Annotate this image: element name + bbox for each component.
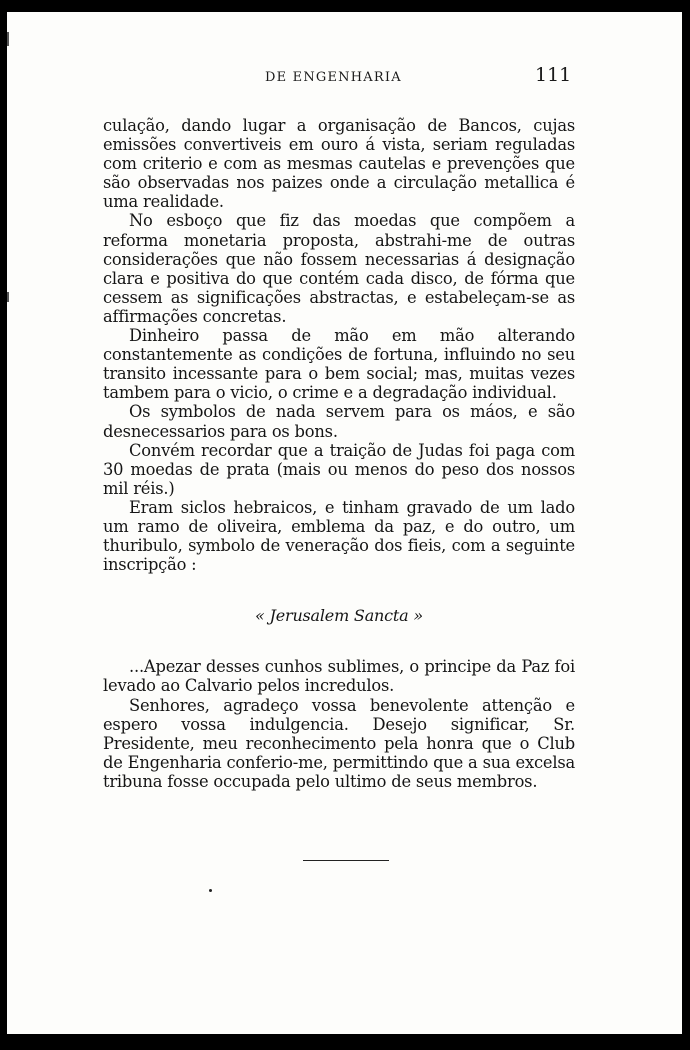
running-head: DE ENGENHARIA bbox=[265, 70, 402, 85]
paragraph-5: Convém recordar que a traição de Judas foi paga com 30 moedas de prata (mais ou menos do peso dos nossos mil réis.) bbox=[103, 440, 575, 498]
page-number: 111 bbox=[535, 64, 572, 86]
body-text bbox=[103, 116, 575, 791]
paragraph-7: ...Apezar desses cunhos sublimes, o principe da Paz foi levado ao Calvario pelos incredulos. bbox=[103, 657, 575, 696]
paragraph-1: culação, dando lugar a organisação de Bancos, cujas emissões convertiveis em ouro á vista, seriam reguladas com criterio e com as mesmas cautelas e prevenções que são observadas nos paizes onde a circulação metallica é uma realidade. bbox=[103, 116, 575, 212]
print-speck bbox=[209, 889, 212, 892]
scan-edge-mark bbox=[7, 292, 9, 302]
document-page bbox=[7, 12, 682, 1034]
paragraph-4: Os symbolos de nada servem para os máos, e são desnecessarios para os bons. bbox=[103, 402, 575, 441]
closing-rule bbox=[303, 860, 389, 861]
paragraph-3: Dinheiro passa de mão em mão alterando constantemente as condições de fortuna, influindo no seu transito incessante para o bem social; mas, muitas vezes tambem para o vicio, o crime e a degradação individual. bbox=[103, 326, 575, 403]
scan-edge-mark bbox=[7, 32, 9, 46]
paragraph-8: Senhores, agradeço vossa benevolente attenção e espero vossa indulgencia. Desejo significar, Sr. Presidente, meu reconhecimento pela honra que o Club de Engenharia conferio-me, permittindo que a sua excelsa tribuna fosse occupada pelo ultimo de seus membros. bbox=[103, 695, 575, 791]
paragraph-2: No esboço que fiz das moedas que compõem a reforma monetaria proposta, abstrahi-me de outras considerações que não fossem necessarias á designação clara e positiva do que contém cada disco, de fórma que cessem as significações abstractas, e estabeleçam-se as affirmações concretas. bbox=[103, 211, 575, 326]
paragraph-6: Eram siclos hebraicos, e tinham gravado de um lado um ramo de oliveira, emblema da paz, e do outro, um thuribulo, symbolo de veneração dos fieis, com a seguinte inscripção : bbox=[103, 497, 575, 575]
inscription-quote: « Jerusalem Sancta » bbox=[255, 606, 423, 626]
page-header bbox=[7, 64, 682, 88]
